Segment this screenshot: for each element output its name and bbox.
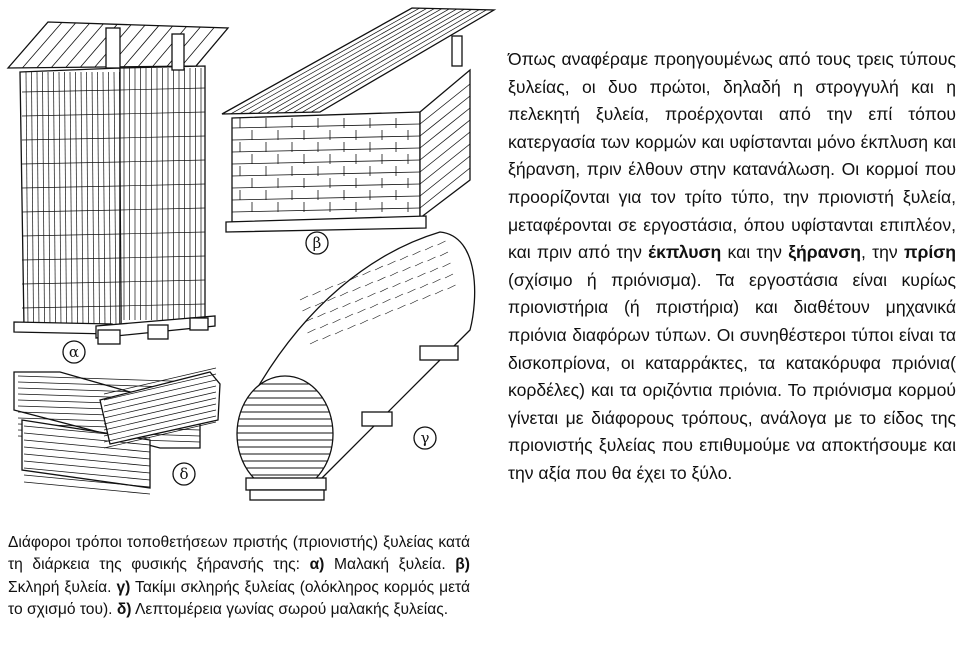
body-bold-xiransi: ξήρανση: [788, 242, 862, 263]
caption-key-c: γ): [116, 578, 131, 596]
figure-caption: [8, 532, 470, 621]
caption-key-a: α): [309, 556, 325, 574]
body-text-part-2: και την: [721, 242, 789, 263]
hatch-line: [313, 291, 321, 295]
body-bold-prisi: πρίση: [903, 242, 956, 263]
hatch-line: [275, 9, 456, 113]
body-text-part-3: , την: [861, 242, 904, 263]
stack-alpha-drawing: [8, 22, 228, 344]
hatch-line: [325, 286, 333, 290]
log-gamma-drawing: [237, 232, 475, 500]
hatch-line: [303, 307, 311, 311]
label-alpha: α: [68, 343, 80, 361]
caption-text-d: Λεπτομέρεια γωνίας σωρού μαλακής ξυλείας.: [131, 600, 449, 618]
caption-text-b: Σκληρή ξυλεία.: [8, 578, 117, 596]
label-delta: δ: [179, 465, 189, 483]
stack-beta-drawing: [222, 8, 494, 232]
label-beta: β: [312, 234, 322, 252]
caption-text-a: Μαλακή ξυλεία.: [324, 556, 456, 574]
body-text-part-1: Όπως αναφέραμε προηγουμένως από τους τρεις τύπους ξυλείας, οι δυο πρώτοι, δηλαδή η στρογγυλή και η πελεκητή ξυλεία, προέρχονται από την επί τόπου κατεργασία των κορμών και υφίστανται μόνο έκπλυση και ξήρανση, πριν έλθουν στην κατανάλωση. Οι κορμοί που προορίζονται για τον τρίτο τύπο, την πριονιστή ξυλεία, μεταφέρονται σε εργοστάσια, όπου υφίστανται επιπλέον, και πριν από την: [508, 49, 956, 263]
body-paragraph: [508, 46, 956, 488]
body-text-part-4: (σχίσιμο ή πριόνισμα). Τα εργοστάσια είναι κυρίως πριονιστήρια (ή πριστήρια) και διαθέτουν μηχανικά πριόνια διαφόρων τύπων. Οι συνηθέστεροι τύποι είναι τα δισκοπρίονα, οι καταρράκτες, τα κατακόρυφα πριόνια( κορδέλες) και τα οριζόντια πριόνια. Το πριόνισμα κορμού γίνεται με διάφορους τρόπους, ανάλογα με το είδος της πριονιστής ξυλείας που επιθυμούμε να αποκτήσουμε και την αξία που θα έχει το ξύλο.: [508, 269, 956, 483]
caption-key-d: δ): [116, 600, 132, 618]
label-gamma: γ: [420, 429, 430, 447]
hatch-line: [300, 296, 308, 300]
hatch-line: [258, 9, 442, 114]
caption-key-b: β): [455, 556, 470, 574]
caption-intro: Διάφοροι τρόποι τοποθετήσεων πριστής (πριονιστής) ξυλείας κατά τη διάρκεια της φυσικής ξήρανσής της:: [8, 534, 470, 574]
hatch-line: [267, 9, 450, 113]
lumber-stacking-illustration: [0, 0, 500, 530]
body-bold-ekplysi: έκπλυση: [648, 242, 722, 263]
caption-text-c: Τακίμι σκληρής ξυλείας (ολόκληρος κορμός μετά το σχισμό του).: [8, 578, 471, 618]
